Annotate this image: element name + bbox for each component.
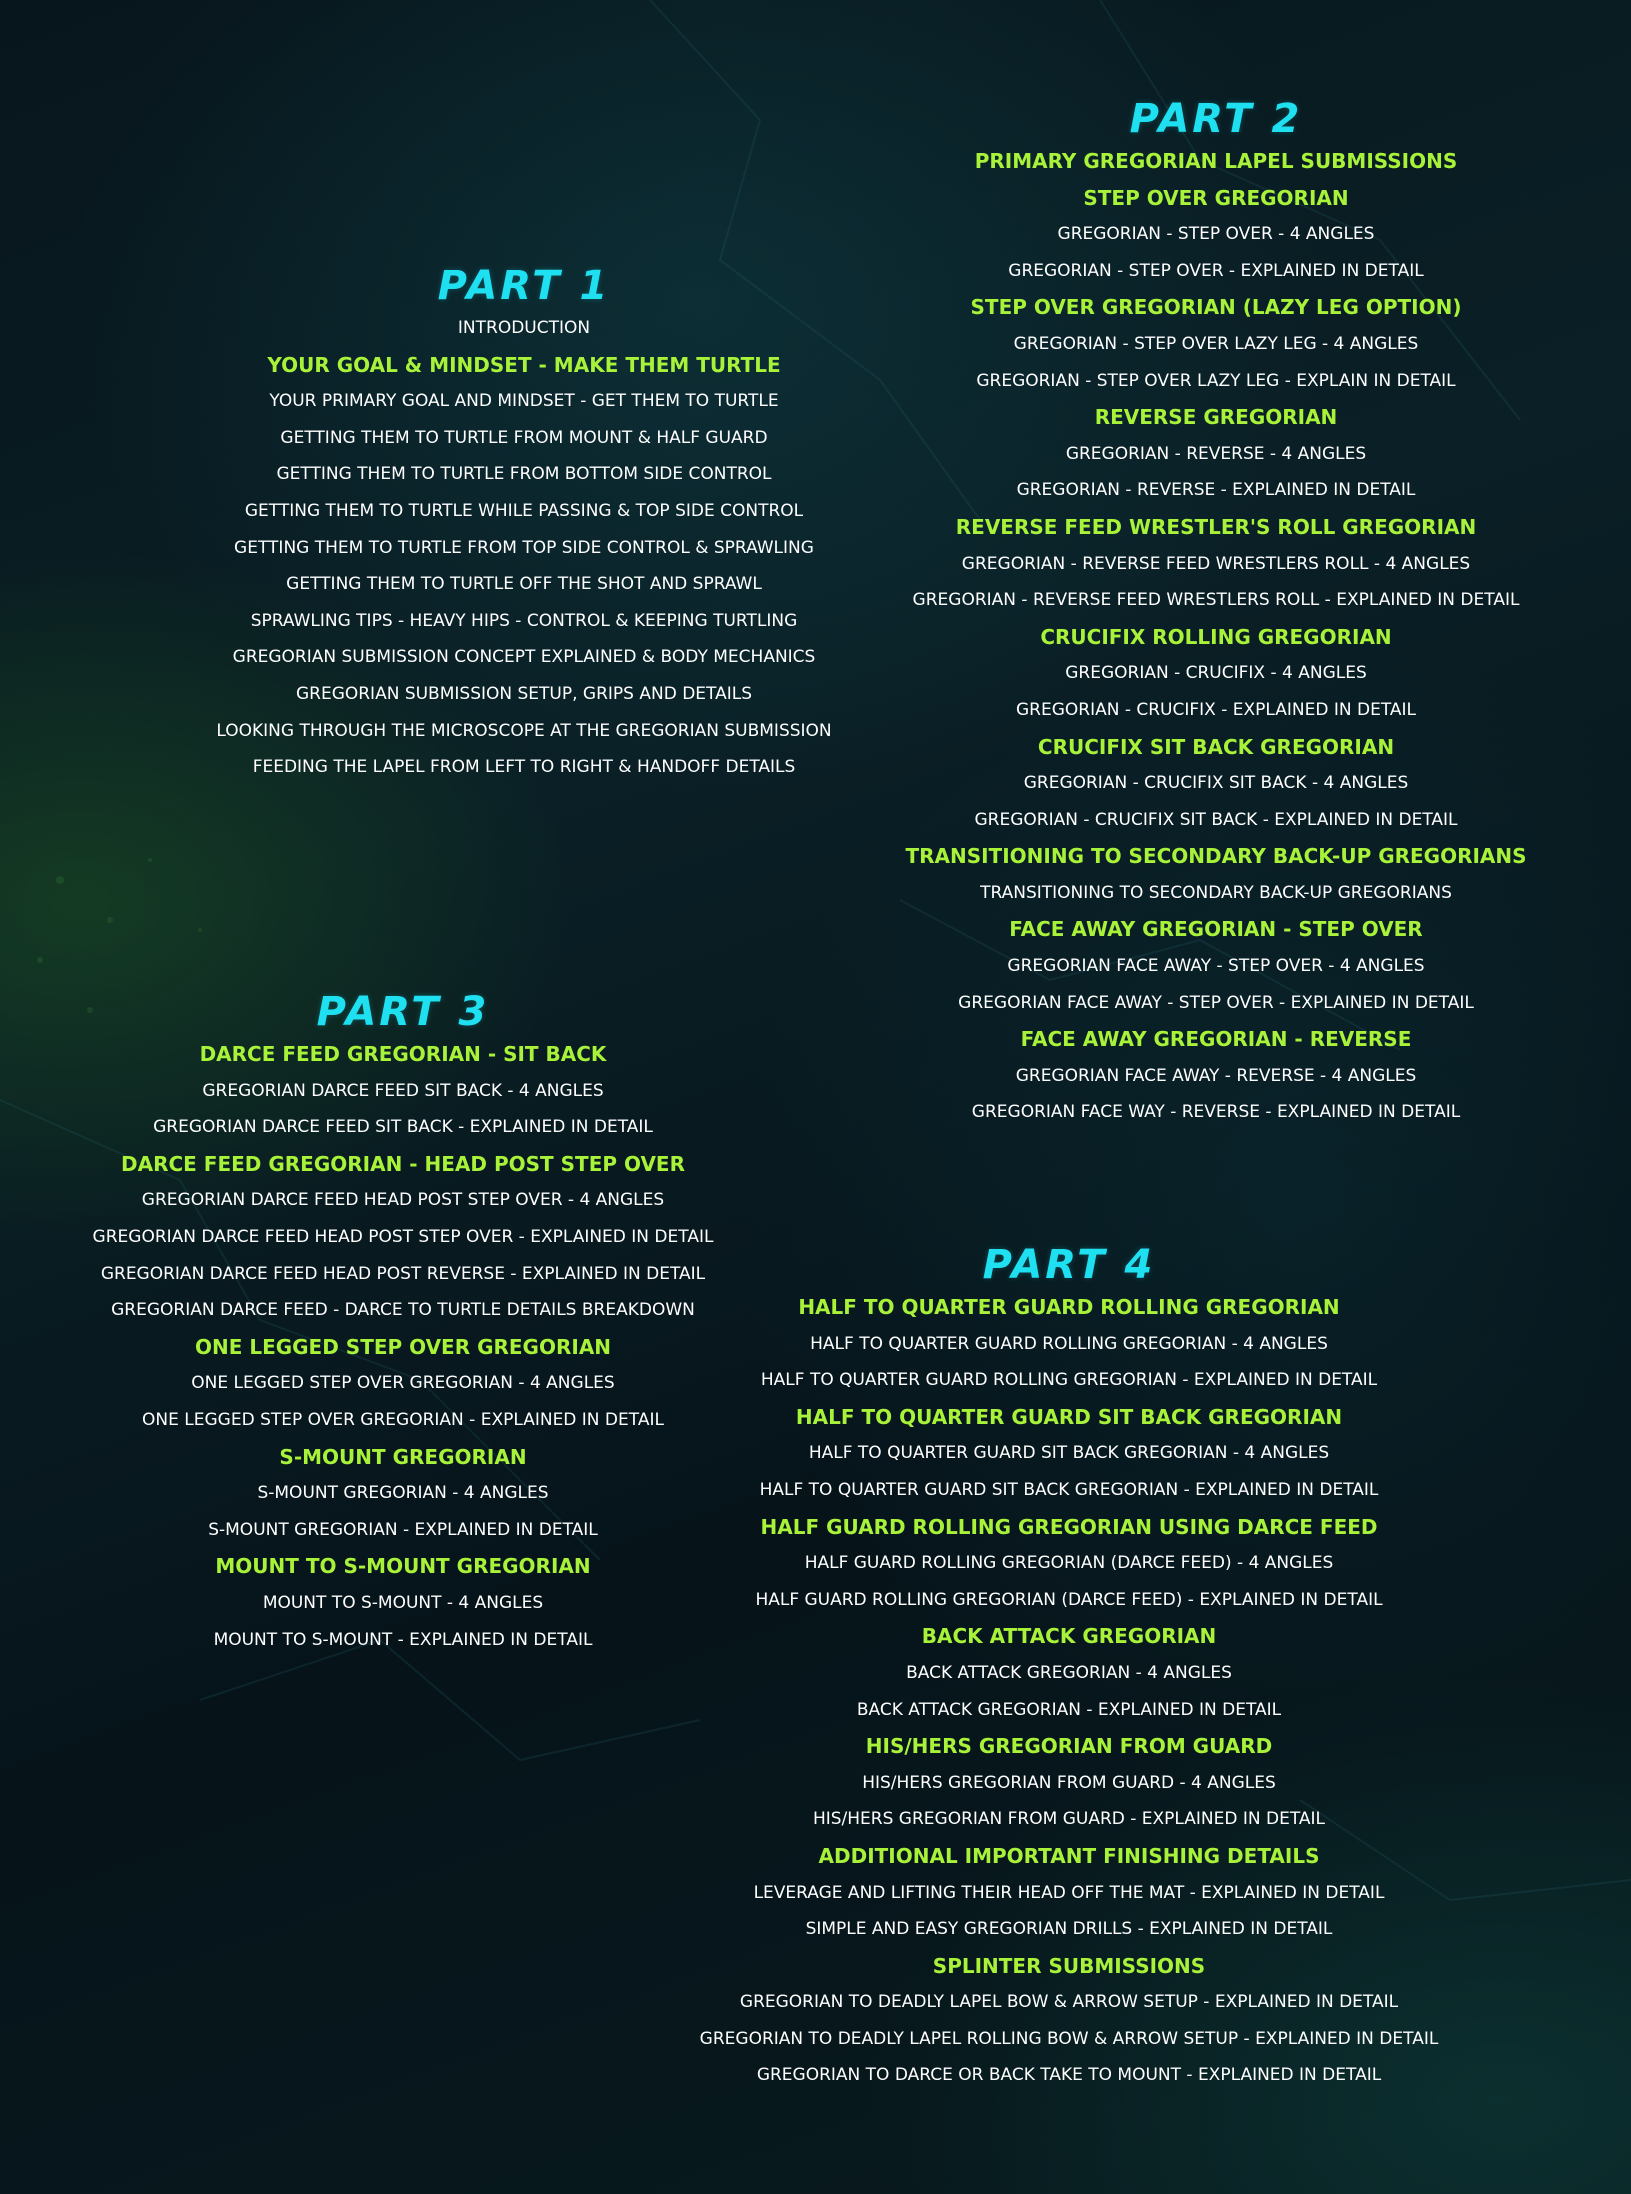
lesson-item: GREGORIAN DARCE FEED - DARCE TO TURTLE DETAILS BREAKDOWN	[111, 1300, 695, 1321]
section-heading: DARCE FEED GREGORIAN - SIT BACK	[199, 1042, 607, 1066]
lesson-item: GREGORIAN - REVERSE FEED WRESTLERS ROLL - 4 ANGLES	[961, 553, 1471, 574]
section-heading: HALF TO QUARTER GUARD ROLLING GREGORIAN	[798, 1295, 1340, 1319]
section-heading: TRANSITIONING TO SECONDARY BACK-UP GREGORIANS	[905, 844, 1527, 869]
section-heading: HALF TO QUARTER GUARD SIT BACK GREGORIAN	[795, 1404, 1343, 1429]
section-heading: HIS/HERS GREGORIAN FROM GUARD	[865, 1734, 1273, 1759]
section-heading: REVERSE FEED WRESTLER'S ROLL GREGORIAN	[955, 514, 1477, 539]
section-heading: SPLINTER SUBMISSIONS	[932, 1953, 1206, 1978]
lesson-item: BACK ATTACK GREGORIAN - EXPLAINED IN DETAIL	[856, 1699, 1282, 1720]
lesson-item: MOUNT TO S-MOUNT - 4 ANGLES	[262, 1592, 544, 1613]
lesson-item: GREGORIAN DARCE FEED HEAD POST REVERSE - EXPLAINED IN DETAIL	[100, 1263, 706, 1284]
lesson-item: LOOKING THROUGH THE MICROSCOPE AT THE GREGORIAN SUBMISSION	[216, 720, 832, 741]
lesson-item: GREGORIAN TO DEADLY LAPEL ROLLING BOW & ARROW SETUP - EXPLAINED IN DETAIL	[699, 2028, 1439, 2049]
lesson-item: GREGORIAN - CRUCIFIX SIT BACK - EXPLAINED IN DETAIL	[974, 809, 1458, 830]
section-heading: STEP OVER GREGORIAN (LAZY LEG OPTION)	[970, 295, 1462, 320]
lesson-item: GREGORIAN - STEP OVER LAZY LEG - 4 ANGLES	[1013, 333, 1419, 354]
lesson-item: GREGORIAN TO DARCE OR BACK TAKE TO MOUNT - EXPLAINED IN DETAIL	[756, 2065, 1382, 2086]
lesson-item: GETTING THEM TO TURTLE FROM MOUNT & HALF GUARD	[280, 427, 768, 448]
lesson-item: GREGORIAN DARCE FEED SIT BACK - EXPLAINED IN DETAIL	[153, 1117, 653, 1138]
lesson-item: GREGORIAN DARCE FEED HEAD POST STEP OVER - 4 ANGLES	[141, 1190, 665, 1211]
lesson-item: BACK ATTACK GREGORIAN - 4 ANGLES	[906, 1662, 1232, 1683]
lesson-item: LEVERAGE AND LIFTING THEIR HEAD OFF THE MAT - EXPLAINED IN DETAIL	[753, 1882, 1385, 1903]
lesson-item: HALF GUARD ROLLING GREGORIAN (DARCE FEED) - EXPLAINED IN DETAIL	[755, 1589, 1383, 1610]
part-2-title: PART 2	[1129, 96, 1303, 142]
part-1-section	[50, 264, 998, 786]
lesson-item: HALF TO QUARTER GUARD SIT BACK GREGORIAN - 4 ANGLES	[808, 1443, 1330, 1464]
section-heading: STEP OVER GREGORIAN	[1083, 185, 1349, 210]
part-3-section	[50, 990, 756, 1658]
section-heading: CRUCIFIX ROLLING GREGORIAN	[1040, 624, 1392, 649]
lesson-item: GREGORIAN FACE AWAY - REVERSE - 4 ANGLES	[1015, 1065, 1417, 1086]
lesson-item: HIS/HERS GREGORIAN FROM GUARD - EXPLAINED IN DETAIL	[812, 1809, 1326, 1830]
section-heading: YOUR GOAL & MINDSET - MAKE THEM TURTLE	[267, 352, 781, 377]
lesson-item: HALF TO QUARTER GUARD ROLLING GREGORIAN - 4 ANGLES	[810, 1333, 1328, 1354]
lesson-item: GREGORIAN - CRUCIFIX - EXPLAINED IN DETAIL	[1015, 699, 1417, 720]
section-heading: FACE AWAY GREGORIAN - REVERSE	[1020, 1027, 1412, 1052]
section-heading: REVERSE GREGORIAN	[1094, 405, 1338, 430]
lesson-item: S-MOUNT GREGORIAN - EXPLAINED IN DETAIL	[208, 1519, 598, 1540]
lesson-item: HALF TO QUARTER GUARD SIT BACK GREGORIAN - EXPLAINED IN DETAIL	[759, 1479, 1379, 1500]
lesson-item: GREGORIAN - STEP OVER - 4 ANGLES	[1057, 224, 1375, 245]
lesson-item: GREGORIAN - CRUCIFIX SIT BACK - 4 ANGLES	[1023, 773, 1409, 794]
part-2-section	[880, 97, 1552, 1131]
section-heading: ADDITIONAL IMPORTANT FINISHING DETAILS	[818, 1843, 1320, 1868]
lesson-item: GREGORIAN - STEP OVER - EXPLAINED IN DETAIL	[1008, 260, 1424, 281]
lesson-item: ONE LEGGED STEP OVER GREGORIAN - 4 ANGLES	[191, 1373, 615, 1394]
lesson-item: GREGORIAN - STEP OVER LAZY LEG - EXPLAIN IN DETAIL	[976, 370, 1456, 391]
lesson-item: GREGORIAN - CRUCIFIX - 4 ANGLES	[1065, 663, 1367, 684]
section-heading: HALF GUARD ROLLING GREGORIAN USING DARCE FEED	[760, 1514, 1378, 1539]
lesson-item: GREGORIAN TO DEADLY LAPEL BOW & ARROW SETUP - EXPLAINED IN DETAIL	[739, 1992, 1399, 2013]
lesson-item: GREGORIAN SUBMISSION CONCEPT EXPLAINED & BODY MECHANICS	[232, 647, 816, 668]
lesson-item: GETTING THEM TO TURTLE FROM TOP SIDE CONTROL & SPRAWLING	[234, 537, 814, 558]
section-heading: ONE LEGGED STEP OVER GREGORIAN	[194, 1334, 612, 1359]
lesson-item: GETTING THEM TO TURTLE OFF THE SHOT AND SPRAWL	[286, 574, 762, 595]
lesson-item: HALF TO QUARTER GUARD ROLLING GREGORIAN - EXPLAINED IN DETAIL	[760, 1370, 1378, 1391]
lesson-item: SIMPLE AND EASY GREGORIAN DRILLS - EXPLAINED IN DETAIL	[805, 1919, 1333, 1940]
lesson-item: GREGORIAN DARCE FEED SIT BACK - 4 ANGLES	[202, 1080, 604, 1101]
section-heading: PRIMARY GREGORIAN LAPEL SUBMISSIONS	[974, 149, 1458, 173]
lesson-item: FEEDING THE LAPEL FROM LEFT TO RIGHT & HANDOFF DETAILS	[252, 757, 796, 778]
lesson-item: GREGORIAN FACE WAY - REVERSE - EXPLAINED IN DETAIL	[971, 1102, 1461, 1123]
lesson-item: GREGORIAN - REVERSE - 4 ANGLES	[1065, 443, 1367, 464]
part-4-section	[668, 1243, 1470, 2094]
lesson-item: ONE LEGGED STEP OVER GREGORIAN - EXPLAINED IN DETAIL	[142, 1409, 664, 1430]
lesson-item: INTRODUCTION	[457, 318, 591, 338]
part-3-title: PART 3	[316, 989, 490, 1035]
section-heading: MOUNT TO S-MOUNT GREGORIAN	[215, 1554, 591, 1579]
part-4-title: PART 4	[982, 1242, 1156, 1288]
lesson-item: HIS/HERS GREGORIAN FROM GUARD - 4 ANGLES	[862, 1772, 1276, 1793]
lesson-item: MOUNT TO S-MOUNT - EXPLAINED IN DETAIL	[213, 1629, 593, 1650]
section-heading: DARCE FEED GREGORIAN - HEAD POST STEP OVER	[121, 1151, 685, 1176]
lesson-item: S-MOUNT GREGORIAN - 4 ANGLES	[257, 1483, 549, 1504]
section-heading: S-MOUNT GREGORIAN	[279, 1444, 527, 1469]
lesson-item: GREGORIAN DARCE FEED HEAD POST STEP OVER - EXPLAINED IN DETAIL	[92, 1226, 714, 1247]
lesson-item: HALF GUARD ROLLING GREGORIAN (DARCE FEED) - 4 ANGLES	[804, 1553, 1334, 1574]
section-heading: BACK ATTACK GREGORIAN	[921, 1624, 1217, 1649]
lesson-item: SPRAWLING TIPS - HEAVY HIPS - CONTROL & KEEPING TURTLING	[250, 610, 798, 631]
lesson-item: GREGORIAN - REVERSE - EXPLAINED IN DETAIL	[1016, 480, 1416, 501]
part-1-title: PART 1	[437, 263, 611, 309]
lesson-item: GETTING THEM TO TURTLE WHILE PASSING & TOP SIDE CONTROL	[244, 500, 804, 521]
section-heading: FACE AWAY GREGORIAN - STEP OVER	[1009, 917, 1423, 942]
lesson-item: GREGORIAN FACE AWAY - STEP OVER - 4 ANGLES	[1007, 956, 1425, 977]
lesson-item: TRANSITIONING TO SECONDARY BACK-UP GREGORIANS	[980, 882, 1452, 903]
lesson-item: GREGORIAN - REVERSE FEED WRESTLERS ROLL - EXPLAINED IN DETAIL	[912, 590, 1520, 611]
lesson-item: YOUR PRIMARY GOAL AND MINDSET - GET THEM TO TURTLE	[269, 391, 779, 412]
section-heading: CRUCIFIX SIT BACK GREGORIAN	[1037, 734, 1395, 759]
lesson-item: GREGORIAN SUBMISSION SETUP, GRIPS AND DETAILS	[295, 683, 753, 704]
lesson-item: GREGORIAN FACE AWAY - STEP OVER - EXPLAINED IN DETAIL	[958, 992, 1474, 1013]
lesson-item: GETTING THEM TO TURTLE FROM BOTTOM SIDE CONTROL	[276, 464, 772, 485]
